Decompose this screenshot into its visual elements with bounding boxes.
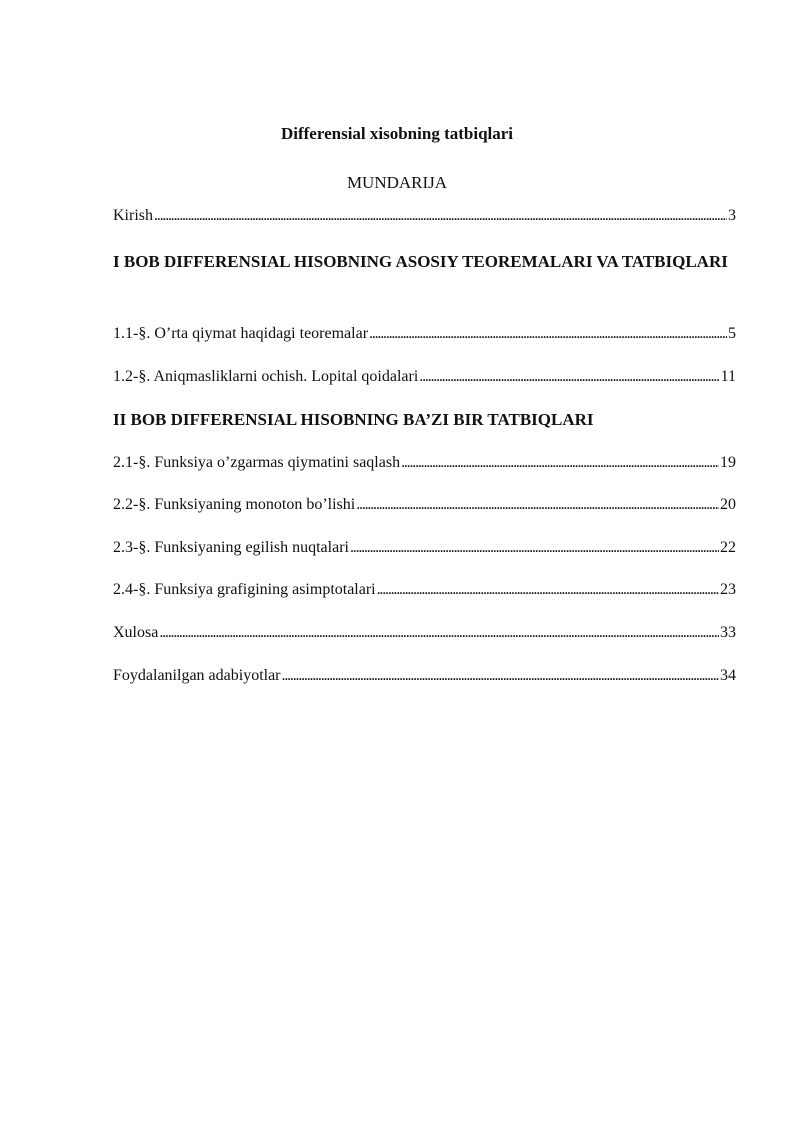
toc-heading: MUNDARIJA (346, 173, 448, 192)
dot-leader (419, 368, 719, 386)
dot-leader (282, 667, 719, 685)
toc-entry-page: 33 (720, 624, 736, 641)
toc-entry-label: 1.2-§. Aniqmasliklarni ochish. Lopital qoidalari (113, 368, 419, 385)
toc-entry-page: 20 (720, 496, 736, 513)
dot-leader (154, 207, 727, 225)
toc-entry-label: Xulosa (113, 624, 159, 641)
toc-entry-page: 22 (720, 539, 736, 556)
dot-leader (159, 624, 719, 642)
dot-leader (401, 454, 719, 472)
toc-entry-2-4[interactable] (113, 581, 736, 599)
dot-leader (377, 581, 719, 599)
toc-entry-kirish[interactable] (113, 207, 736, 225)
toc-entry-page: 19 (720, 454, 736, 471)
toc-entry-2-2[interactable] (113, 496, 736, 514)
toc-entry-page: 23 (720, 581, 736, 598)
dot-leader (356, 496, 719, 514)
chapter-1-title: I BOB DIFFERENSIAL HISOBNING ASOSIY TEOREMALARI VA TATBIQLARI (113, 252, 728, 271)
toc-entry-page: 11 (720, 368, 736, 385)
toc-entry-page: 3 (728, 207, 736, 224)
dot-leader (350, 539, 719, 557)
toc-entry-label: 1.1-§. O’rta qiymat haqidagi teoremalar (113, 325, 369, 342)
document-title: Differensial xisobning tatbiqlari (280, 124, 514, 143)
toc-entry-label: 2.1-§. Funksiya o’zgarmas qiymatini saqlash (113, 454, 401, 471)
toc-entry-label: 2.4-§. Funksiya grafigining asimptotalari (113, 581, 376, 598)
chapter-2-title: II BOB DIFFERENSIAL HISOBNING BA’ZI BIR TATBIQLARI (113, 410, 594, 429)
toc-entry-1-1[interactable] (113, 325, 736, 343)
dot-leader (369, 325, 727, 343)
toc-entry-xulosa[interactable] (113, 624, 736, 642)
toc-entry-page: 5 (728, 325, 736, 342)
toc-entry-adabiyotlar[interactable] (113, 667, 736, 685)
toc-entry-2-3[interactable] (113, 539, 736, 557)
toc-entry-label: 2.2-§. Funksiyaning monoton bo’lishi (113, 496, 356, 513)
toc-entry-label: Kirish (113, 207, 153, 224)
toc-entry-label: Foydalanilgan adabiyotlar (113, 667, 281, 684)
toc-entry-2-1[interactable] (113, 454, 736, 472)
toc-entry-page: 34 (720, 667, 736, 684)
toc-entry-1-2[interactable] (113, 368, 736, 386)
toc-entry-label: 2.3-§. Funksiyaning egilish nuqtalari (113, 539, 349, 556)
